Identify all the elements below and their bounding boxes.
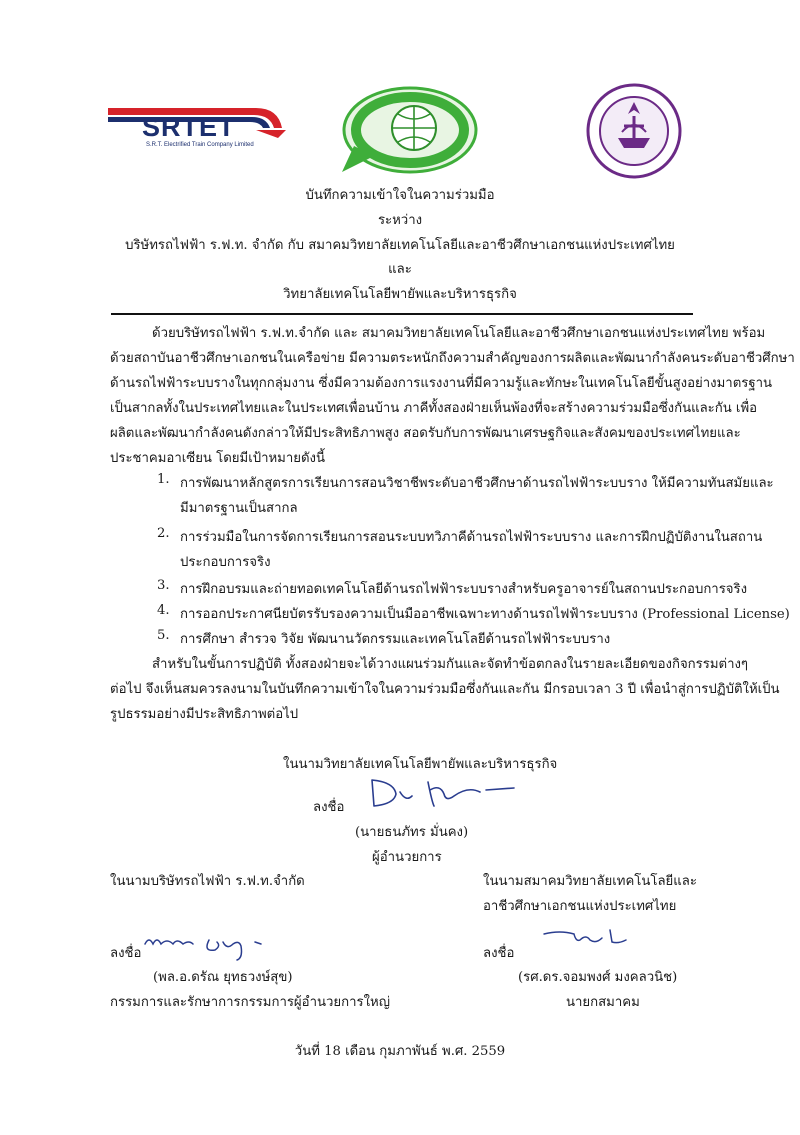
para1-line-6: ประชาคมอาเซียน โดยมีเป้าหมายดังนี้ [110,451,326,466]
doc-college: วิทยาลัยเทคโนโลยีพายัพและบริหารธุรกิจ [283,287,517,302]
list-item-text: การฝึกอบรมและถ่ายทอดเทคโนโลยีด้านรถไฟฟ้าระบบรางสำหรับครูอาจารย์ในสถานประกอบการจริง [180,582,748,597]
list-item-text: การออกประกาศนียบัตรรับรองความเป็นมืออาชีพเฉพาะทางด้านรถไฟฟ้าระบบราง (Professional License) [180,607,790,622]
college-signer-name: (นายธนภัทร มั่นคง) [355,825,469,840]
list-item-number: 2. [157,526,170,541]
list-item-text: การศึกษา สำรวจ วิจัย พัฒนานวัตกรรมและเทคโนโลยีด้านรถไฟฟ้าระบบราง [180,632,611,647]
association-on-behalf-2: อาชีวศึกษาเอกชนแห่งประเทศไทย [483,899,677,914]
para1-line-1: ด้วยบริษัทรถไฟฟ้า ร.ฟ.ท.จำกัด และ สมาคมวิทยาลัยเทคโนโลยีและอาชีวศึกษาเอกชนแห่งประเทศไทย พร้อม [152,326,766,341]
srtet-logo-subtitle: S.R.T. Electrified Train Company Limited [146,142,254,148]
list-item-text: มีมาตรฐานเป็นสากล [180,501,298,516]
association-sign-label: ลงชื่อ [483,946,515,961]
srtet-logo-text: SRTET [142,112,236,142]
srtet-logo [106,104,288,152]
association-handwritten-signature [540,924,630,950]
list-item-text: การพัฒนาหลักสูตรการเรียนการสอนวิชาชีพระดับอาชีวศึกษาด้านรถไฟฟ้าระบบราง ให้มีความทันสมัยและ [180,476,774,491]
company-sign-label: ลงชื่อ [110,946,142,961]
college-signer-position: ผู้อำนวยการ [372,850,442,865]
association-signer-position: นายกสมาคม [566,995,640,1010]
purple-seal [584,82,684,180]
association-signer-name: (รศ.ดร.จอมพงศ์ มงคลวนิช) [518,970,678,985]
doc-parties: บริษัทรถไฟฟ้า ร.ฟ.ท. จำกัด กับ สมาคมวิทยาลัยเทคโนโลยีและอาชีวศึกษาเอกชนแห่งประเทศไทย [125,238,675,253]
para2-line-2: ต่อไป จึงเห็นสมควรลงนามในบันทึกความเข้าใจในความร่วมมือซึ่งกันและกัน มีกรอบเวลา 3 ปี เพื่อนำสู่การปฏิบัติให้เป็น [110,682,780,697]
college-handwritten-signature [368,772,518,812]
company-handwritten-signature [143,930,293,964]
list-item-number: 5. [157,628,170,643]
para2-line-3: รูปธรรมอย่างมีประสิทธิภาพต่อไป [110,707,299,722]
doc-title: บันทึกความเข้าใจในความร่วมมือ [305,188,495,203]
para1-line-4: เป็นสากลทั้งในประเทศไทยและในประเทศเพื่อนบ้าน ภาคีทั้งสองฝ่ายเห็นพ้องที่จะสร้างความร่วมมือซึ่งกันและกัน เพื่อ [110,401,758,416]
list-item-number: 4. [157,603,170,618]
association-on-behalf: ในนามสมาคมวิทยาลัยเทคโนโลยีและ [483,874,697,889]
green-globe-emblem [334,84,482,176]
doc-and: และ [388,262,412,277]
para1-line-2: ด้วยสถาบันอาชีวศึกษาเอกชนในเครือข่าย มีความตระหนักถึงความสำคัญของการผลิตและพัฒนากำลังคนระดับอาชีวศึกษา [110,351,795,366]
company-on-behalf: ในนามบริษัทรถไฟฟ้า ร.ฟ.ท.จำกัด [110,874,305,889]
list-item-number: 3. [157,578,170,593]
signing-date: วันที่ 18 เดือน กุมภาพันธ์ พ.ศ. 2559 [294,1044,506,1059]
college-sign-label: ลงชื่อ [313,800,345,815]
para2-line-1: สำหรับในขั้นการปฏิบัติ ทั้งสองฝ่ายจะได้วางแผนร่วมกันและจัดทำข้อตกลงในรายละเอียดของกิจกรรมต่างๆ [152,657,749,672]
para1-line-3: ด้านรถไฟฟ้าระบบรางในทุกกลุ่มงาน ซึ่งมีความต้องการแรงงานที่มีความรู้และทักษะในเทคโนโลยีขั้นสูงอย่างมาตรฐาน [110,376,773,391]
list-item-number: 1. [157,472,170,487]
para1-line-5: ผลิตและพัฒนากำลังคนดังกล่าวให้มีประสิทธิภาพสูง สอดรับกับการพัฒนาเศรษฐกิจและสังคมของประเทศไทยและ [110,426,741,441]
company-signer-position: กรรมการและรักษาการกรรมการผู้อำนวยการใหญ่ [110,995,390,1010]
college-on-behalf: ในนามวิทยาลัยเทคโนโลยีพายัพและบริหารธุรกิจ [283,757,558,772]
list-item-text: ประกอบการจริง [180,555,271,570]
header-divider [111,313,693,315]
doc-between: ระหว่าง [377,213,423,228]
company-signer-name: (พล.อ.ดรัณ ยุทธวงษ์สุข) [153,970,293,985]
list-item-text: การร่วมมือในการจัดการเรียนการสอนระบบทวิภาคีด้านรถไฟฟ้าระบบราง และการฝึกปฏิบัติงานในสถาน [180,530,763,545]
